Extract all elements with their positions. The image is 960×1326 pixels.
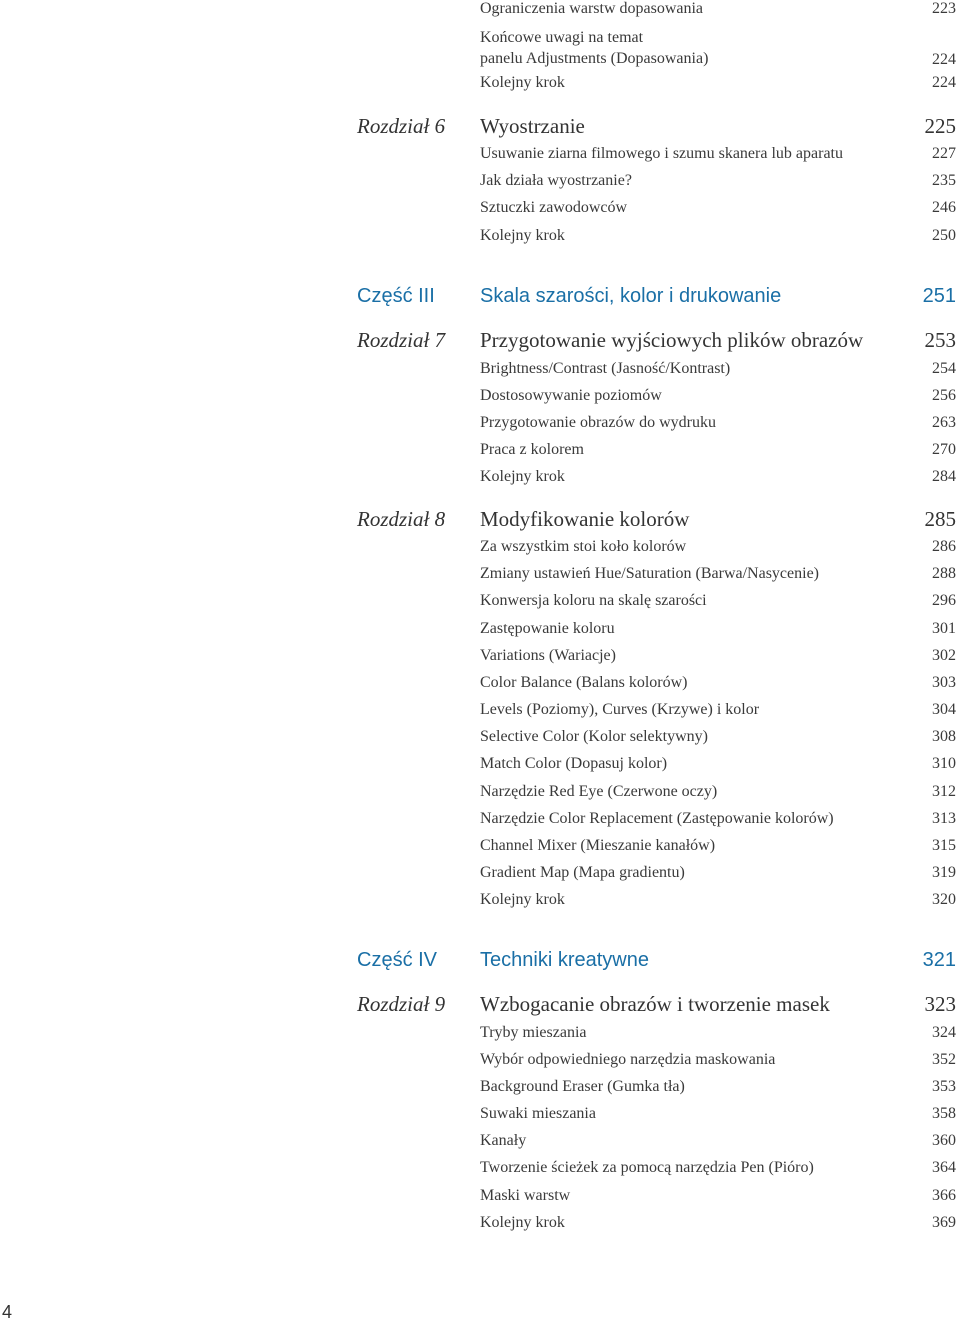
part-label: Część III xyxy=(357,285,435,307)
chapter-title-row xyxy=(480,507,956,532)
toc-entry xyxy=(480,674,956,692)
part-title: Skala szarości, kolor i drukowanie xyxy=(480,285,782,307)
entry-title: Przygotowanie obrazów do wydruku xyxy=(480,414,716,431)
part-title-row xyxy=(480,949,956,972)
chapter-title-row xyxy=(480,992,956,1017)
toc-entry xyxy=(480,565,956,583)
entry-title: Tryby mieszania xyxy=(480,1024,587,1041)
entry-title: Levels (Poziomy), Curves (Krzywe) i kolor xyxy=(480,701,760,718)
entry-title: Tworzenie ścieżek za pomocą narzędzia Pen (Pióro) xyxy=(480,1159,814,1176)
toc-entry xyxy=(480,441,956,459)
entry-title: Narzędzie Color Replacement (Zastępowanie kolorów) xyxy=(480,810,834,827)
entry-page: 366 xyxy=(932,1187,956,1204)
entry-title: Zmiany ustawień Hue/Saturation (Barwa/Nasycenie) xyxy=(480,565,819,582)
chapter-title-row xyxy=(480,114,956,139)
chapter-label: Rozdział 8 xyxy=(357,507,446,531)
entry-page: 312 xyxy=(932,783,956,800)
toc-entry xyxy=(480,172,956,190)
toc-entry xyxy=(480,1078,956,1096)
entry-page: 358 xyxy=(932,1105,956,1122)
entry-title: Jak działa wyostrzanie? xyxy=(480,172,632,189)
chapter-title: Wyostrzanie xyxy=(480,114,585,138)
toc-entry xyxy=(480,538,956,556)
entry-title: Match Color (Dopasuj kolor) xyxy=(480,755,668,772)
toc-entry xyxy=(480,864,956,882)
entry-title: Color Balance (Balans kolorów) xyxy=(480,674,688,691)
chapter-label: Rozdział 7 xyxy=(357,328,446,352)
entry-page: 302 xyxy=(932,647,956,664)
entry-title: Sztuczki zawodowców xyxy=(480,199,628,216)
part-title: Techniki kreatywne xyxy=(480,949,649,971)
entry-page: 352 xyxy=(932,1051,956,1068)
entry-title: Zastępowanie koloru xyxy=(480,620,615,637)
entry-page: 296 xyxy=(932,592,956,609)
entry-page: 254 xyxy=(932,360,956,377)
entry-title: Konwersja koloru na skalę szarości xyxy=(480,592,707,609)
entry-page: 353 xyxy=(932,1078,956,1095)
part-title-row xyxy=(480,285,956,308)
entry-title: Channel Mixer (Mieszanie kanałów) xyxy=(480,837,716,854)
entry-title: Kanały xyxy=(480,1132,527,1149)
entry-title: Narzędzie Red Eye (Czerwone oczy) xyxy=(480,783,718,800)
entry-page: 313 xyxy=(932,810,956,827)
toc-entry xyxy=(480,1187,956,1205)
part-label: Część IV xyxy=(357,949,438,971)
entry-page: 256 xyxy=(932,387,956,404)
toc-entry xyxy=(480,1214,956,1232)
entry-page: 369 xyxy=(932,1214,956,1231)
entry-page: 223 xyxy=(932,0,956,17)
toc-entry xyxy=(480,810,956,828)
toc-entry xyxy=(480,1024,956,1042)
entry-page: 227 xyxy=(932,145,956,162)
chapter-title: Wzbogacanie obrazów i tworzenie masek xyxy=(480,992,830,1016)
entry-page: 224 xyxy=(932,51,956,68)
entry-page: 286 xyxy=(932,538,956,555)
entry-page: 303 xyxy=(932,674,956,691)
toc-entry xyxy=(480,592,956,610)
toc-entry xyxy=(480,837,956,855)
entry-title: Kolejny krok xyxy=(480,468,565,485)
entry-page: 360 xyxy=(932,1132,956,1149)
entry-title: Praca z kolorem xyxy=(480,441,584,458)
entry-title: Kolejny krok xyxy=(480,891,565,908)
chapter-title-row xyxy=(480,328,956,353)
entry-title: Usuwanie ziarna filmowego i szumu skanera lub aparatu xyxy=(480,145,843,162)
toc-entry xyxy=(480,199,956,217)
toc-entry xyxy=(480,468,956,486)
toc-entry xyxy=(480,647,956,665)
chapter-page: 225 xyxy=(924,114,956,138)
toc-entry xyxy=(480,783,956,801)
entry-page: 315 xyxy=(932,837,956,854)
chapter-label: Rozdział 9 xyxy=(357,992,446,1016)
entry-page: 310 xyxy=(932,755,956,772)
entry-title: Brightness/Contrast (Jasność/Kontrast) xyxy=(480,360,731,377)
entry-page: 319 xyxy=(932,864,956,881)
toc-entry xyxy=(480,1159,956,1177)
part-page: 251 xyxy=(922,285,956,307)
toc-entry xyxy=(480,1132,956,1150)
entry-page: 324 xyxy=(932,1024,956,1041)
entry-title: Kolejny krok xyxy=(480,227,565,244)
entry-page: 270 xyxy=(932,441,956,458)
toc-entry xyxy=(480,145,956,163)
toc-entry xyxy=(480,27,956,69)
toc-entry xyxy=(480,755,956,773)
toc-entry xyxy=(480,728,956,746)
entry-title: Suwaki mieszania xyxy=(480,1105,596,1122)
entry-page: 288 xyxy=(932,565,956,582)
chapter-page: 285 xyxy=(924,507,956,531)
chapter-title: Modyfikowanie kolorów xyxy=(480,507,690,531)
chapter-page: 323 xyxy=(924,992,956,1016)
toc-entry xyxy=(480,620,956,638)
entry-title: Ograniczenia warstw dopasowania xyxy=(480,0,704,17)
entry-title: Variations (Wariacje) xyxy=(480,647,616,664)
entry-title: Gradient Map (Mapa gradientu) xyxy=(480,864,685,881)
chapter-title: Przygotowanie wyjściowych plików obrazów xyxy=(480,328,864,352)
toc-entry xyxy=(480,414,956,432)
entry-page: 304 xyxy=(932,701,956,718)
entry-title: Background Eraser (Gumka tła) xyxy=(480,1078,685,1095)
entry-page: 308 xyxy=(932,728,956,745)
entry-title: Kolejny krok xyxy=(480,74,565,91)
entry-title: Selective Color (Kolor selektywny) xyxy=(480,728,708,745)
toc-entry xyxy=(480,891,956,909)
entry-page: 364 xyxy=(932,1159,956,1176)
entry-page: 235 xyxy=(932,172,956,189)
toc-entry xyxy=(480,701,956,719)
entry-title: Wybór odpowiedniego narzędzia maskowania xyxy=(480,1051,776,1068)
entry-page: 250 xyxy=(932,227,956,244)
toc-entry xyxy=(480,387,956,405)
entry-page: 301 xyxy=(932,620,956,637)
toc-entry xyxy=(480,360,956,378)
entry-page: 284 xyxy=(932,468,956,485)
toc-entry xyxy=(480,0,956,18)
chapter-label: Rozdział 6 xyxy=(357,114,446,138)
entry-page: 224 xyxy=(932,74,956,91)
part-page: 321 xyxy=(922,949,956,971)
page-number: 4 xyxy=(2,1302,13,1322)
entry-title: Dostosowywanie poziomów xyxy=(480,387,662,404)
entry-title: Kolejny krok xyxy=(480,1214,565,1231)
entry-title: Za wszystkim stoi koło kolorów xyxy=(480,538,687,555)
toc-entry xyxy=(480,1105,956,1123)
toc-entry xyxy=(480,74,956,92)
toc-entry xyxy=(480,1051,956,1069)
toc-entry xyxy=(480,227,956,245)
entry-page: 246 xyxy=(932,199,956,216)
entry-page: 263 xyxy=(932,414,956,431)
entry-page: 320 xyxy=(932,891,956,908)
chapter-page: 253 xyxy=(924,328,956,352)
entry-title: Końcowe uwagi na temat panelu Adjustments (Dopasowania) xyxy=(480,29,709,67)
entry-title: Maski warstw xyxy=(480,1187,571,1204)
